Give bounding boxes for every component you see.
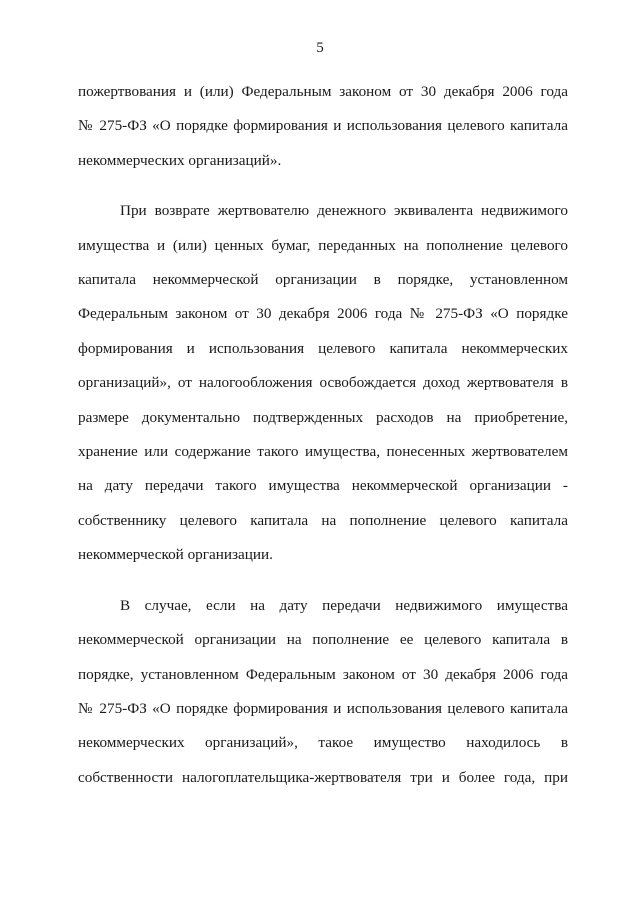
text-line: формирования и использования целевого капитала некоммерческих	[78, 339, 568, 357]
text-line: некоммерческих организаций», такое имущество находилось в	[78, 734, 568, 752]
text-line: Федеральным законом от 30 декабря 2006 года № 275-ФЗ «О порядке	[78, 305, 568, 323]
text-line: некоммерческих организаций».	[78, 151, 282, 169]
text-line: собственности налогоплательщика-жертвователя три и более года, при	[78, 768, 568, 786]
text-line: размере документально подтвержденных расходов на приобретение,	[78, 408, 568, 426]
page-number: 5	[316, 40, 324, 56]
text-line: пожертвования и (или) Федеральным законом от 30 декабря 2006 года	[78, 83, 568, 100]
paragraph-1	[78, 75, 568, 178]
document-body	[78, 75, 568, 795]
text-line: на дату передачи такого имущества некоммерческой организации -	[78, 477, 568, 495]
text-line: В случае, если на дату передачи недвижимого имущества	[120, 596, 568, 614]
paragraph-2	[78, 194, 568, 572]
text-line: собственнику целевого капитала на пополнение целевого капитала	[78, 511, 568, 529]
text-line: организаций», от налогообложения освобождается доход жертвователя в	[78, 374, 568, 392]
text-line: некоммерческой организации на пополнение ее целевого капитала в	[78, 631, 568, 649]
text-line: капитала некоммерческой организации в порядке, установленном	[78, 271, 568, 289]
text-line: № 275-ФЗ «О порядке формирования и использования целевого капитала	[78, 117, 568, 135]
text-line: имущества и (или) ценных бумаг, переданных на пополнение целевого	[78, 236, 568, 254]
paragraph-3	[78, 589, 568, 795]
text-line: При возврате жертвователю денежного эквивалента недвижимого	[120, 202, 568, 220]
text-line: хранение или содержание такого имущества, понесенных жертвователем	[78, 443, 568, 461]
text-line: порядке, установленном Федеральным законом от 30 декабря 2006 года	[78, 665, 568, 683]
text-line: некоммерческой организации.	[78, 546, 273, 564]
text-line: № 275-ФЗ «О порядке формирования и использования целевого капитала	[78, 699, 568, 717]
